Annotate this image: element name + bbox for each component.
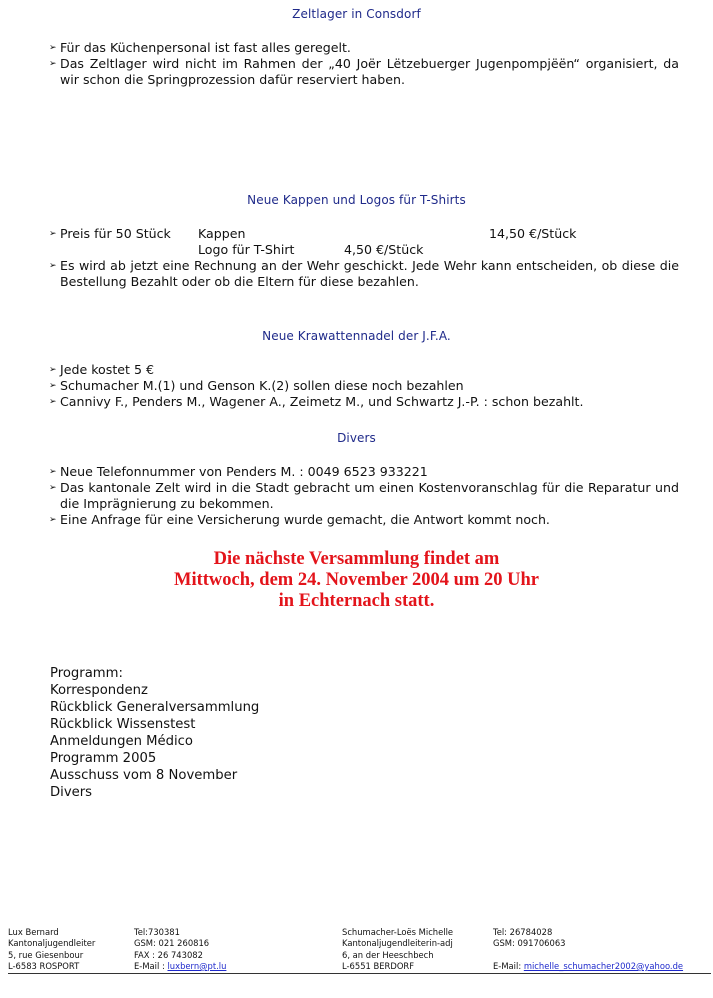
list-item: ➢ Das kantonale Zelt wird in die Stadt gebracht um einen Kostenvoranschlag für die Reparatur und die Imprägnierung zu bekommen. xyxy=(49,480,679,512)
price-row-2 xyxy=(49,242,679,258)
section-title-krawatte: Neue Krawattennadel der J.F.A. xyxy=(262,329,451,343)
footer-line: Lux Bernard xyxy=(8,927,59,937)
section-title-kappen: Neue Kappen und Logos für T-Shirts xyxy=(247,193,466,207)
list-item: ➢ Schumacher M.(1) und Genson K.(2) sollen diese noch bezahlen xyxy=(49,378,679,394)
footer-contact-lux-phone xyxy=(134,927,226,972)
announcement-line: Mittwoch, dem 24. November 2004 um 20 Uhr xyxy=(174,570,539,590)
footer-line: FAX : 26 743082 xyxy=(134,949,203,960)
agenda-item: Anmeldungen Médico xyxy=(50,734,193,749)
krawatte-list xyxy=(49,362,679,410)
footer-divider xyxy=(8,973,711,974)
footer-line: 6, an der Heeschbech xyxy=(342,949,434,960)
email-link-schumacher[interactable]: michelle_schumacher2002@yahoo.de xyxy=(523,960,684,971)
agenda-item: Programm 2005 xyxy=(50,751,157,766)
email-label: E-Mail: xyxy=(493,960,524,971)
meeting-announcement xyxy=(0,549,713,612)
footer-contact-lux-name xyxy=(8,927,95,972)
item-price: 4,50 €/Stück xyxy=(344,242,424,257)
footer-email-row xyxy=(493,961,683,972)
footer-line: Kantonaljugendleiter xyxy=(8,938,96,949)
list-item: ➢ Jede kostet 5 € xyxy=(49,362,679,378)
email-label: E-Mail : xyxy=(134,960,168,971)
agenda-item: Divers xyxy=(50,785,93,800)
footer-email-row xyxy=(134,961,226,972)
agenda-list xyxy=(50,665,259,801)
footer-line: GSM: 021 260816 xyxy=(134,938,210,949)
agenda-item: Rückblick Wissenstest xyxy=(50,717,196,732)
list-item: ➢ Neue Telefonnummer von Penders M. : 0049 6523 933221 xyxy=(49,464,679,480)
announcement-line: in Echternach statt. xyxy=(278,591,435,611)
footer-line: GSM: 091706063 xyxy=(493,938,566,949)
announcement-line: Die nächste Versammlung findet am xyxy=(213,549,500,569)
price-row-1 xyxy=(60,226,679,242)
section-title-divers: Divers xyxy=(337,431,376,445)
list-item: ➢ Cannivy F., Penders M., Wagener A., Zeimetz M., und Schwartz J.-P. : schon bezahlt. xyxy=(49,394,679,410)
agenda-item: Ausschuss vom 8 November xyxy=(50,768,238,783)
footer-line xyxy=(493,950,683,961)
divers-list xyxy=(49,464,679,528)
section-title-zeltlager: Zeltlager in Consdorf xyxy=(292,7,421,21)
footer-line: L-6551 BERDORF xyxy=(342,960,415,971)
footer-contact-schumacher-name xyxy=(342,927,453,972)
footer-line: Kantonaljugendleiterin-adj xyxy=(342,938,453,949)
list-item: ➢ Für das Küchenpersonal ist fast alles geregelt. xyxy=(49,40,679,56)
item-price: 14,50 €/Stück xyxy=(489,226,577,241)
agenda-item: Rückblick Generalversammlung xyxy=(50,700,260,715)
email-link-lux[interactable]: luxbern@pt.lu xyxy=(167,960,227,971)
zeltlager-list xyxy=(49,40,679,88)
list-item: ➢ Es wird ab jetzt eine Rechnung an der Wehr geschickt. Jede Wehr kann entscheiden, ob diese die Bestellung Bezahlt oder ob die Eltern für diese bezahlen. xyxy=(49,258,679,290)
list-item: ➢ Eine Anfrage für eine Versicherung wurde gemacht, die Antwort kommt noch. xyxy=(49,512,679,528)
item-name: Kappen xyxy=(198,226,246,241)
agenda-heading: Programm: xyxy=(50,666,123,681)
agenda-item: Korrespondenz xyxy=(50,683,148,698)
list-item: ➢ Das Zeltlager wird nicht im Rahmen der „40 Joër Lëtzebuerger Jugenpompjëën“ organisiert, da wir schon die Springprozession dafür reserviert haben. xyxy=(49,56,679,88)
footer-contact-schumacher-phone xyxy=(493,927,683,972)
footer-line: Tel: 26784028 xyxy=(493,927,553,937)
footer-line: L-6583 ROSPORT xyxy=(8,960,80,971)
footer-line: Schumacher-Loës Michelle xyxy=(342,927,454,937)
item-name: Logo für T-Shirt xyxy=(198,242,295,257)
price-list-item xyxy=(49,226,679,242)
footer-line: 5, rue Giesenbour xyxy=(8,949,84,960)
kappen-list xyxy=(49,226,679,290)
footer-line: Tel:730381 xyxy=(134,927,180,937)
price-label: ➢ Preis für 50 Stück xyxy=(60,226,171,241)
